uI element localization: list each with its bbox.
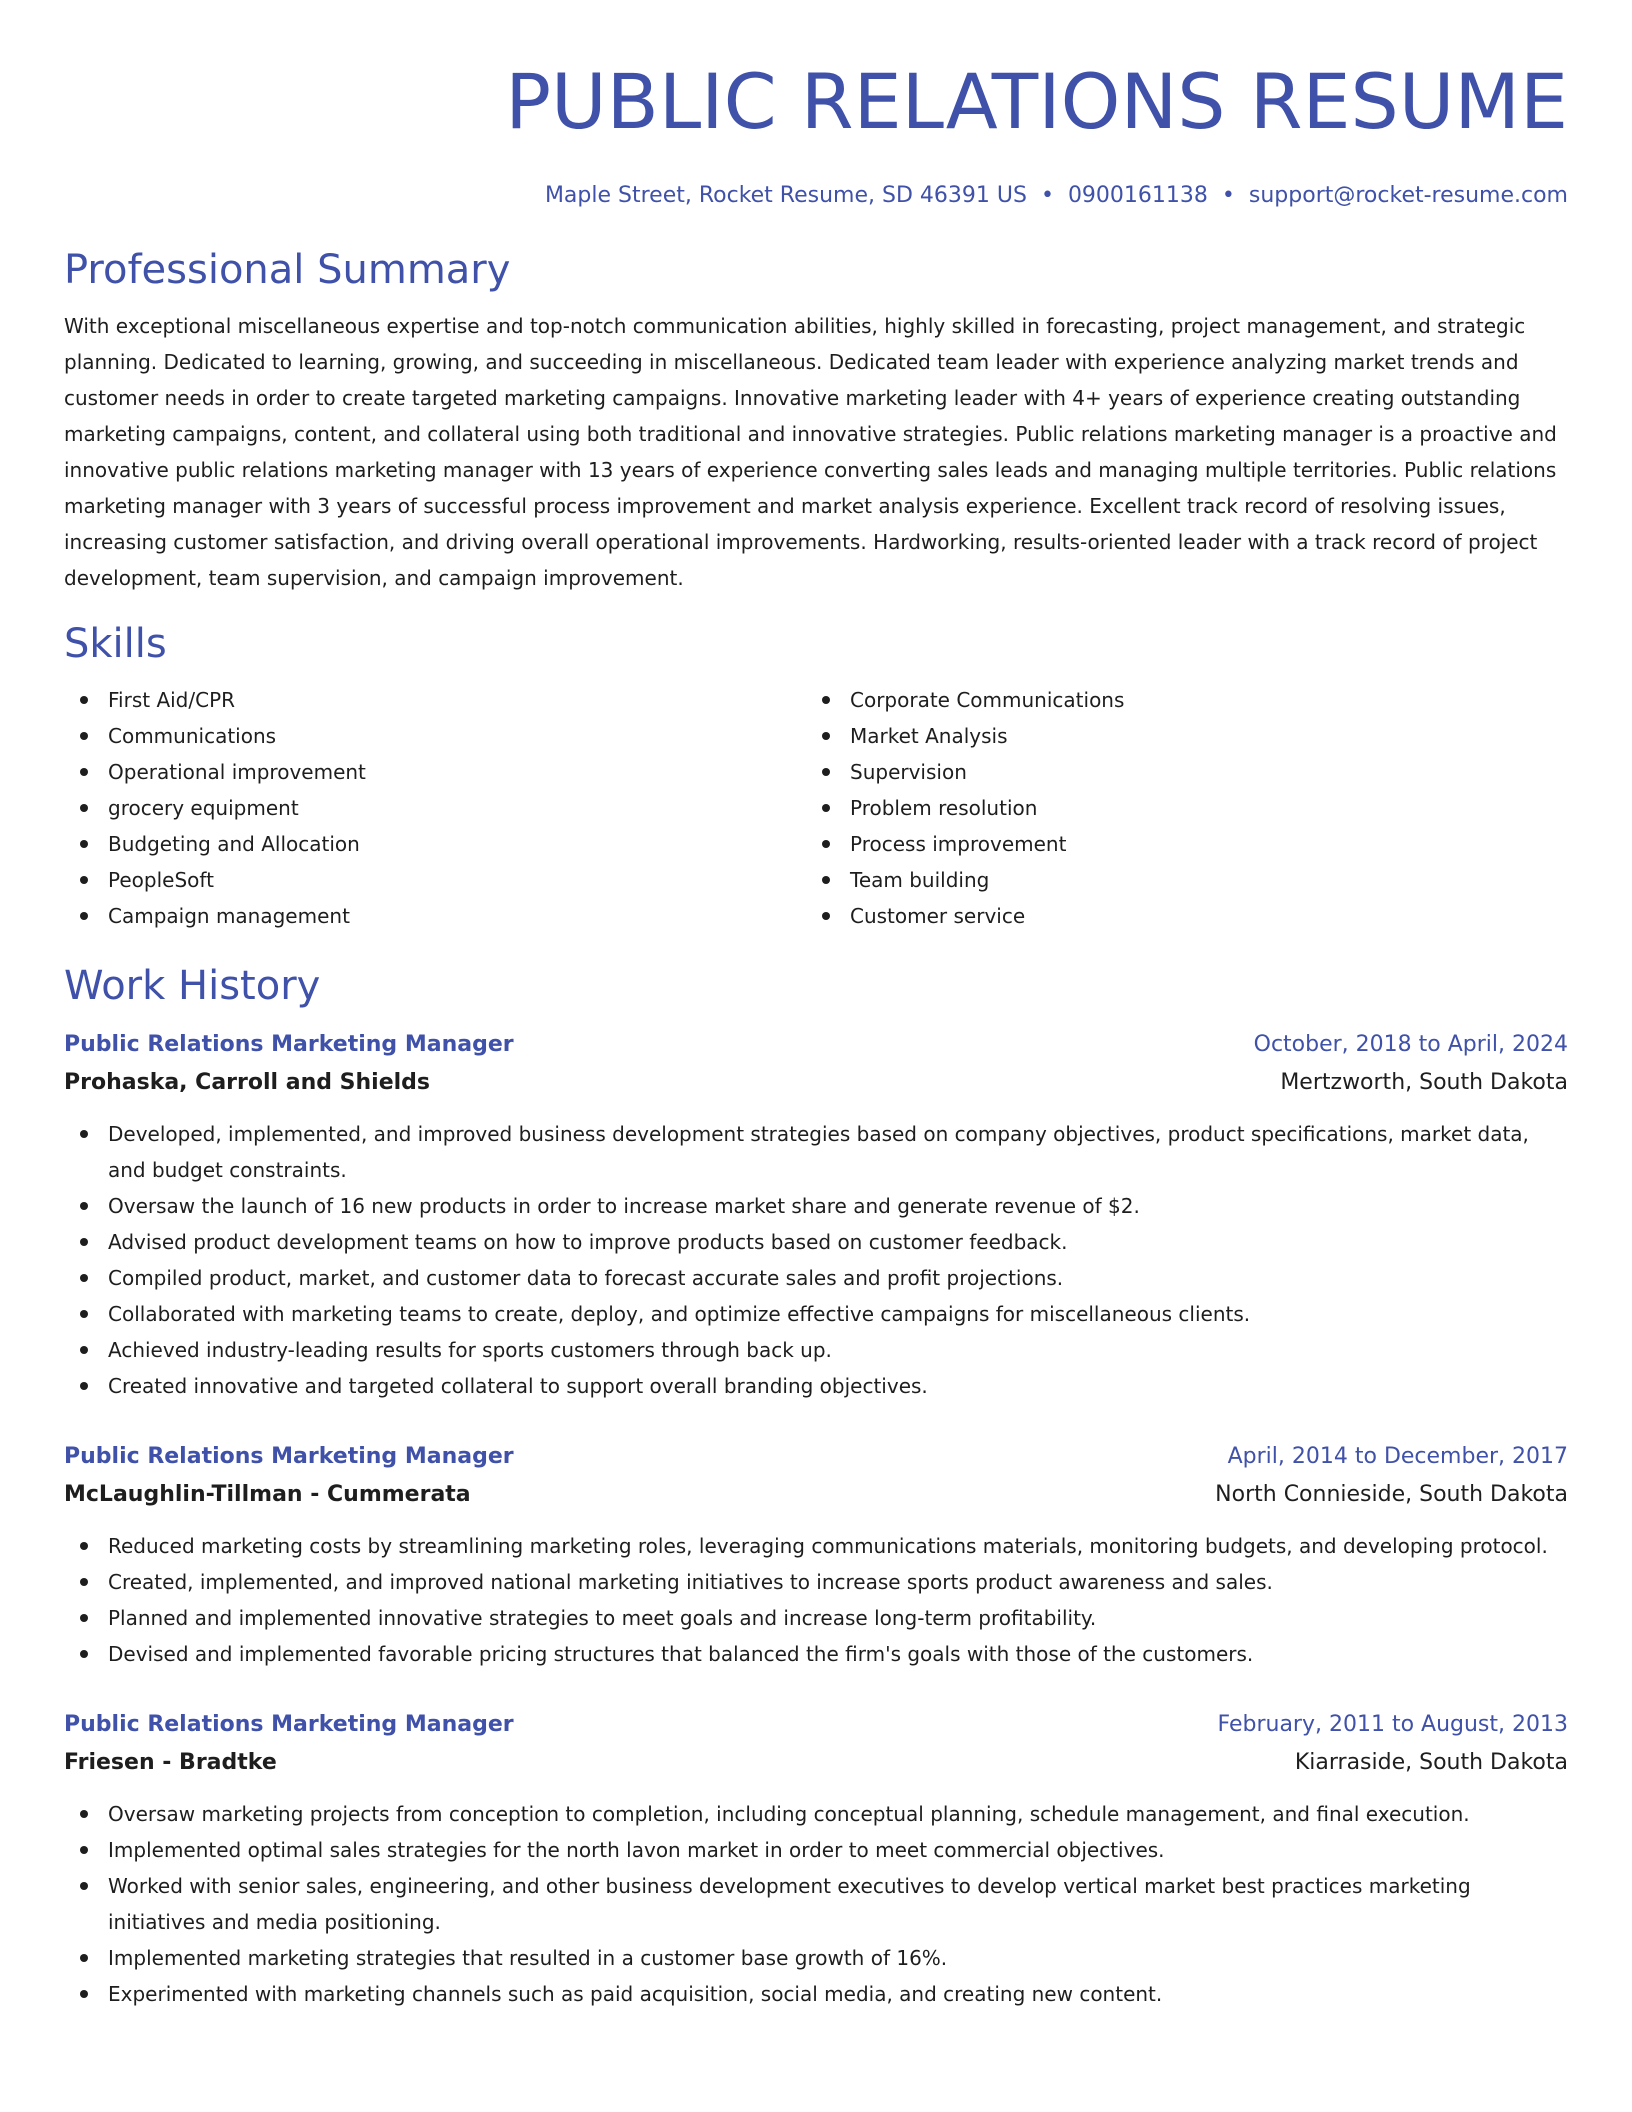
list-item: Planned and implemented innovative strategies to meet goals and increase long-term profitability. xyxy=(108,1600,1568,1636)
list-item: Communications xyxy=(108,718,806,754)
job-entry xyxy=(64,1026,1568,1404)
contact-separator: • xyxy=(1040,183,1054,208)
list-item: Process improvement xyxy=(850,826,1548,862)
job-entry xyxy=(64,1706,1568,2012)
job-title: Public Relations Marketing Manager xyxy=(64,1712,514,1737)
list-item: Oversaw marketing projects from conception to completion, including conceptual planning, schedule management, and final execution. xyxy=(108,1796,1568,1832)
job-location: Kiarraside, South Dakota xyxy=(1294,1750,1568,1775)
list-item: Reduced marketing costs by streamlining marketing roles, leveraging communications materials, monitoring budgets, and developing protocol. xyxy=(108,1528,1568,1564)
job-bullets xyxy=(64,1528,1568,1672)
job-location: Mertzworth, South Dakota xyxy=(1280,1070,1568,1095)
list-item: Devised and implemented favorable pricing structures that balanced the firm's goals with those of the customers. xyxy=(108,1636,1568,1672)
job-dates: October, 2018 to April, 2024 xyxy=(1253,1032,1568,1057)
list-item: Corporate Communications xyxy=(850,682,1548,718)
skills-heading: Skills xyxy=(64,621,167,667)
list-item: Operational improvement xyxy=(108,754,806,790)
resume-title: PUBLIC RELATIONS RESUME xyxy=(505,57,1568,146)
list-item: Customer service xyxy=(850,898,1548,934)
job-location: North Connieside, South Dakota xyxy=(1215,1482,1568,1507)
job-title: Public Relations Marketing Manager xyxy=(64,1032,514,1057)
skills-column-right xyxy=(806,682,1548,934)
list-item: Developed, implemented, and improved business development strategies based on company objectives, product specifications, market data, and budget constraints. xyxy=(108,1116,1568,1188)
list-item: Market Analysis xyxy=(850,718,1548,754)
job-bullets xyxy=(64,1116,1568,1404)
list-item: Created, implemented, and improved national marketing initiatives to increase sports product awareness and sales. xyxy=(108,1564,1568,1600)
list-item: Achieved industry-leading results for sports customers through back up. xyxy=(108,1332,1568,1368)
list-item: Created innovative and targeted collateral to support overall branding objectives. xyxy=(108,1368,1568,1404)
job-company-row xyxy=(64,1744,1568,1782)
contact-address: Maple Street, Rocket Resume, SD 46391 US xyxy=(544,183,1027,208)
summary-text: With exceptional miscellaneous expertise and top-notch communication abilities, highly skilled in forecasting, project management, and strategic planning. Dedicated to learning, growing, and succeeding in miscellaneous. Dedicated team leader with experience analyzing market trends and customer needs in order to create targeted marketing campaigns. Innovative marketing leader with 4+ years of experience creating outstanding marketing campaigns, content, and collateral using both traditional and innovative strategies. Public relations marketing manager is a proactive and innovative public relations marketing manager with 13 years of experience converting sales leads and managing multiple territories. Public relations marketing manager with 3 years of successful process improvement and market analysis experience. Excellent track record of resolving issues, increasing customer satisfaction, and driving overall operational improvements. Hardworking, results-oriented leader with a track record of project development, team supervision, and campaign improvement. xyxy=(64,314,1557,590)
list-item: Compiled product, market, and customer data to forecast accurate sales and profit projections. xyxy=(108,1260,1568,1296)
work-history-heading: Work History xyxy=(64,963,321,1009)
job-company-row xyxy=(64,1476,1568,1514)
list-item: Experimented with marketing channels such as paid acquisition, social media, and creating new content. xyxy=(108,1976,1568,2012)
job-entry xyxy=(64,1438,1568,1672)
job-company: Prohaska, Carroll and Shields xyxy=(64,1070,430,1095)
list-item: Implemented marketing strategies that resulted in a customer base growth of 16%. xyxy=(108,1940,1568,1976)
list-item: Supervision xyxy=(850,754,1548,790)
list-item: Campaign management xyxy=(108,898,806,934)
job-company: McLaughlin-Tillman - Cummerata xyxy=(64,1482,471,1507)
list-item: Team building xyxy=(850,862,1548,898)
list-item: PeopleSoft xyxy=(108,862,806,898)
contact-phone: 0900161138 xyxy=(1067,183,1208,208)
list-item: Implemented optimal sales strategies for the north lavon market in order to meet commercial objectives. xyxy=(108,1832,1568,1868)
list-item: Oversaw the launch of 16 new products in order to increase market share and generate revenue of $2. xyxy=(108,1188,1568,1224)
work-history-list xyxy=(64,1026,1568,2012)
job-company: Friesen - Bradtke xyxy=(64,1750,277,1775)
job-header-row xyxy=(64,1438,1568,1476)
job-bullets xyxy=(64,1796,1568,2012)
job-title: Public Relations Marketing Manager xyxy=(64,1444,514,1469)
contact-separator: • xyxy=(1221,183,1235,208)
list-item: Budgeting and Allocation xyxy=(108,826,806,862)
skills-list xyxy=(64,682,1568,934)
list-item: Advised product development teams on how to improve products based on customer feedback. xyxy=(108,1224,1568,1260)
list-item: Problem resolution xyxy=(850,790,1548,826)
job-dates: April, 2014 to December, 2017 xyxy=(1227,1444,1568,1469)
skills-column-left xyxy=(64,682,806,934)
job-dates: February, 2011 to August, 2013 xyxy=(1217,1712,1568,1737)
resume-page xyxy=(64,52,1568,2012)
list-item: Collaborated with marketing teams to create, deploy, and optimize effective campaigns for miscellaneous clients. xyxy=(108,1296,1568,1332)
summary-heading: Professional Summary xyxy=(64,247,511,293)
job-company-row xyxy=(64,1064,1568,1102)
job-header-row xyxy=(64,1026,1568,1064)
contact-email: support@rocket-resume.com xyxy=(1248,183,1568,208)
contact-line xyxy=(64,180,1568,212)
list-item: Worked with senior sales, engineering, and other business development executives to develop vertical market best practices marketing initiatives and media positioning. xyxy=(108,1868,1568,1940)
list-item: grocery equipment xyxy=(108,790,806,826)
list-item: First Aid/CPR xyxy=(108,682,806,718)
job-header-row xyxy=(64,1706,1568,1744)
